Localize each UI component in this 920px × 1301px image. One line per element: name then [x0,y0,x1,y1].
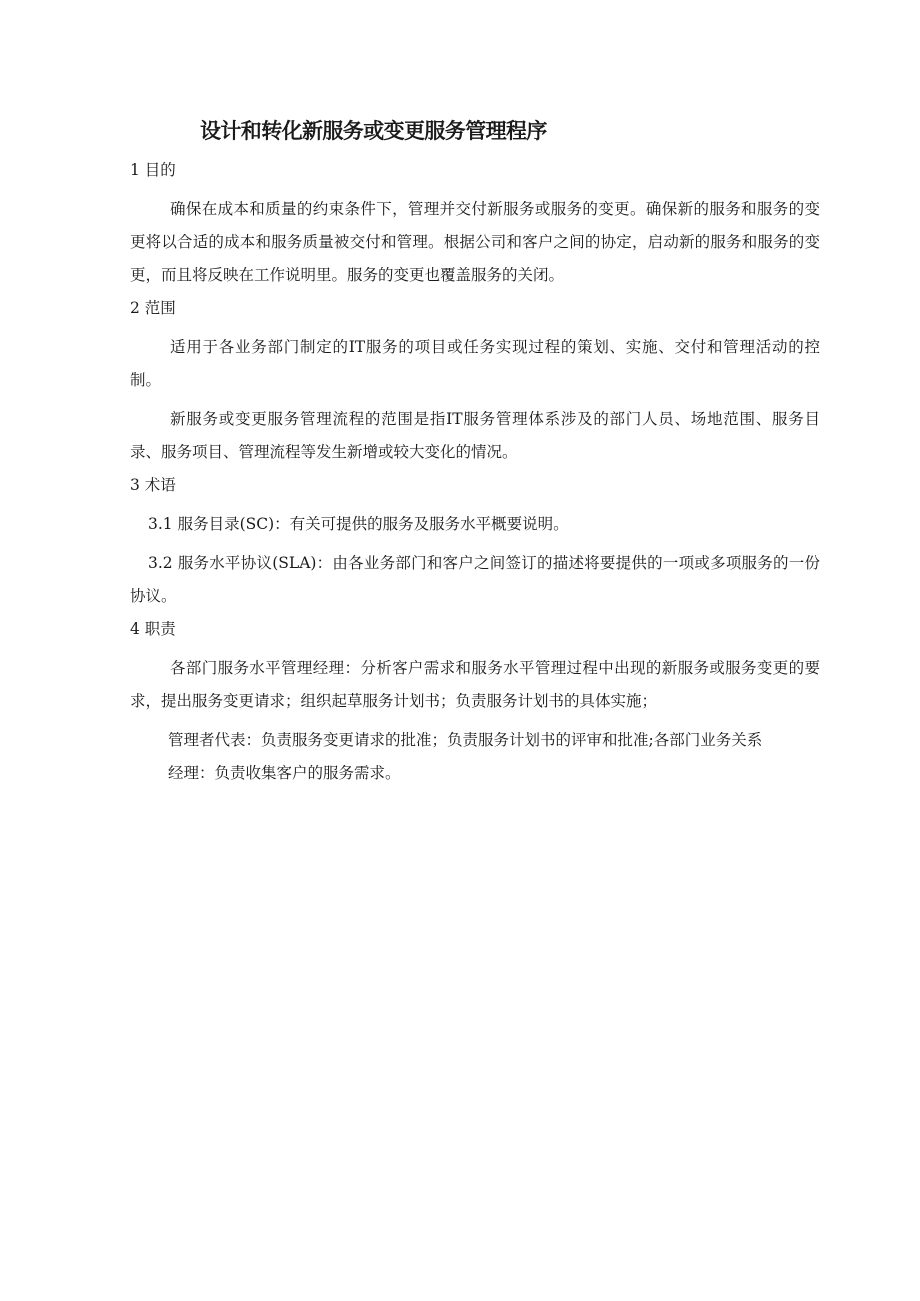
responsibility-relationship-manager: 经理：负责收集客户的服务需求。 [168,764,401,782]
section-heading-purpose: 1 目的 [130,161,176,179]
responsibility-management-rep: 管理者代表：负责服务变更请求的批准；负责服务计划书的评审和批准;各部门业务关系 [168,731,763,749]
purpose-paragraph: 确保在成本和质量的约束条件下，管理并交付新服务或服务的变更。确保新的服务和服务的变更将以合适的成本和服务质量被交付和管理。根据公司和客户之间的协定，启动新的服务和服务的变更，而且将反映在工作说明里。服务的变更也覆盖服务的关闭。 [130,200,820,284]
section-heading-terms: 3 术语 [130,476,176,494]
section-heading-scope: 2 范围 [130,299,176,317]
section-heading-responsibilities: 4 职责 [130,620,176,638]
responsibility-service-level-manager: 各部门服务水平管理经理：分析客户需求和服务水平管理过程中出现的新服务或服务变更的要求，提出服务变更请求；组织起草服务计划书；负责服务计划书的具体实施； [130,659,820,710]
term-service-catalog: 3.1 服务目录(SC)：有关可提供的服务及服务水平概要说明。 [148,515,569,533]
document-body [130,154,820,790]
document-title: 设计和转化新服务或变更服务管理程序 [200,119,547,143]
scope-paragraph-1: 适用于各业务部门制定的IT服务的项目或任务实现过程的策划、实施、交付和管理活动的控制。 [130,338,820,389]
term-sla: 3.2 服务水平协议(SLA)：由各业务部门和客户之间签订的描述将要提供的一项或多项服务的一份协议。 [130,554,820,605]
scope-paragraph-2: 新服务或变更服务管理流程的范围是指IT服务管理体系涉及的部门人员、场地范围、服务目录、服务项目、管理流程等发生新增或较大变化的情况。 [130,410,820,461]
